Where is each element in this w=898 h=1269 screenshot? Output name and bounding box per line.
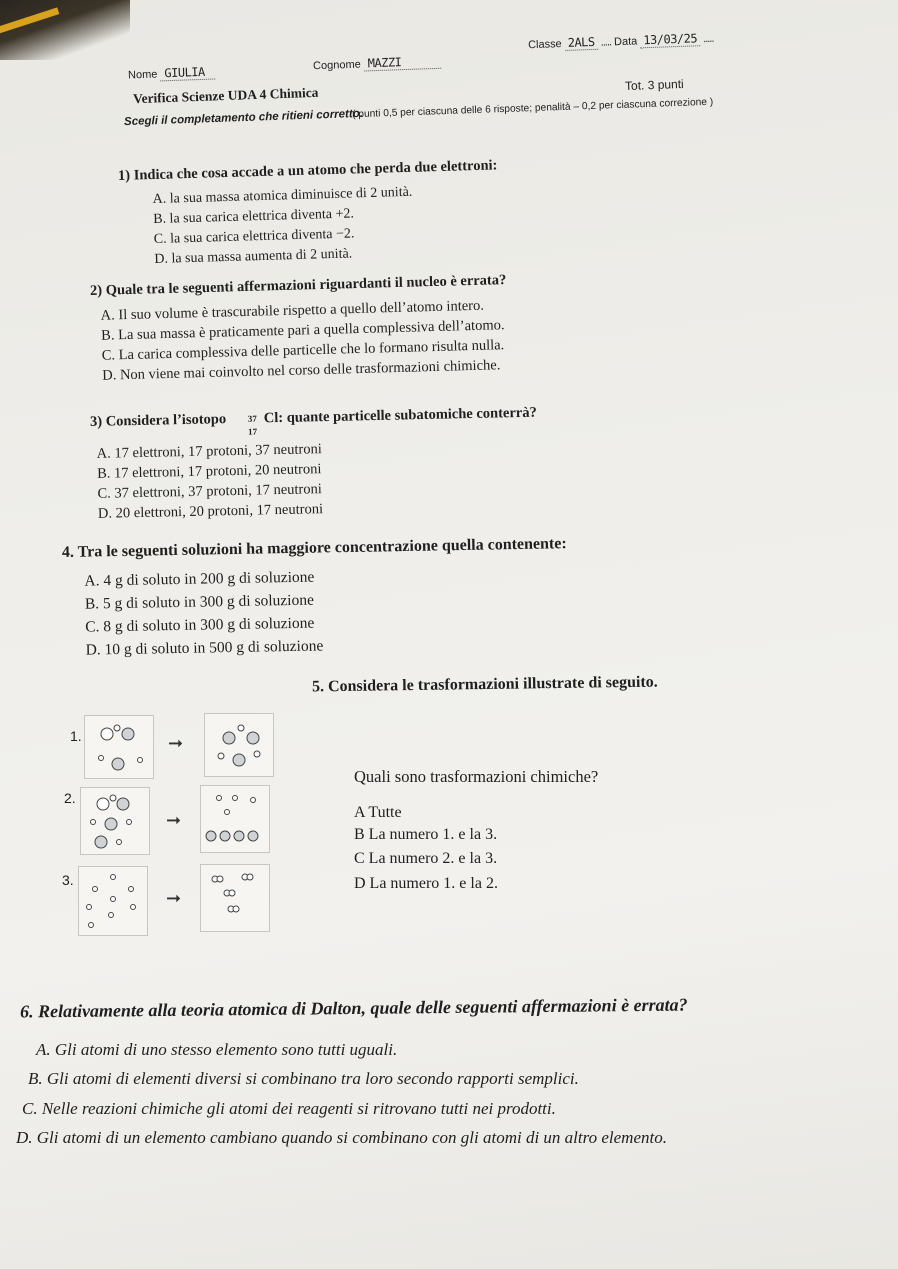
question-2-text: 2) Quale tra le seguenti affermazioni riguardanti il nucleo è errata? <box>89 272 507 299</box>
question-3-option-b[interactable]: B. 17 elettroni, 17 protoni, 20 neutroni <box>96 461 322 482</box>
molecule-atom <box>91 820 96 825</box>
molecule-atom <box>225 810 230 815</box>
question-1-option-b[interactable]: B. la sua carica elettrica diventa +2. <box>153 206 355 228</box>
molecule-atom <box>97 798 109 810</box>
molecule-atom <box>117 798 129 810</box>
molecule-atom <box>218 753 224 759</box>
question-1-text: 1) Indica che cosa accade a un atomo che perda due elettroni: <box>117 157 498 184</box>
nome-value: GIULIA <box>160 64 215 81</box>
molecules-diagram <box>85 716 153 778</box>
question-4-option-c[interactable]: C. 8 g di soluto in 300 g di soluzione <box>85 614 315 636</box>
molecule-atom <box>122 728 134 740</box>
molecule-atom <box>233 906 239 912</box>
instructions: Scegli il completamento che ritieni corretto. <box>123 107 364 129</box>
molecules-diagram <box>205 714 273 776</box>
question-4-option-a[interactable]: A. 4 g di soluto in 200 g di soluzione <box>84 568 315 590</box>
transformation-1-arrow: ➞ <box>168 733 184 754</box>
molecule-atom <box>129 887 134 892</box>
molecule-atom <box>127 820 132 825</box>
isotope-symbol: Cl <box>263 410 279 427</box>
molecule-atom <box>109 913 114 918</box>
question-5-option-c[interactable]: C La numero 2. e la 3. <box>354 850 498 867</box>
question-4-option-d[interactable]: D. 10 g di soluto in 500 g di soluzione <box>85 637 324 659</box>
transformation-1-after <box>204 713 274 777</box>
question-5-option-b[interactable]: B La numero 1. e la 3. <box>354 826 498 843</box>
transformation-1-before <box>84 715 154 779</box>
molecule-atom <box>233 754 245 766</box>
question-6-option-c[interactable]: C. Nelle reazioni chimiche gli atomi dei reagenti si ritrovano tutti nei prodotti. <box>22 1099 556 1118</box>
molecule-atom <box>247 732 259 744</box>
isotope-mass-number: 37 <box>247 413 257 424</box>
molecule-atom <box>233 796 238 801</box>
molecule-atom <box>87 905 92 910</box>
test-title: Verifica Scienze UDA 4 Chimica <box>132 84 319 107</box>
molecule-atom <box>89 923 94 928</box>
molecule-atom <box>234 831 244 841</box>
classe-value: 2ALS <box>564 35 597 51</box>
question-5-subquestion: Quali sono trasformazioni chimiche? <box>354 767 599 786</box>
question-1-option-a[interactable]: A. la sua massa atomica diminuisce di 2 unità. <box>152 184 413 208</box>
molecule-atom <box>111 897 116 902</box>
molecule-atom <box>238 725 244 731</box>
transformation-3-after <box>200 864 270 932</box>
transformation-3-arrow: ➞ <box>166 888 182 909</box>
transformation-3-before <box>78 866 148 936</box>
molecules-diagram <box>81 788 149 854</box>
question-3-text-after: : quante particelle subatomiche conterrà? <box>278 404 537 427</box>
question-5-option-d[interactable]: D La numero 1. e la 2. <box>354 875 498 892</box>
question-3-text <box>89 404 537 437</box>
molecule-atom <box>101 728 113 740</box>
question-3-option-a[interactable]: A. 17 elettroni, 17 protoni, 37 neutroni <box>96 441 322 462</box>
molecule-atom <box>223 732 235 744</box>
molecule-atom <box>254 751 260 757</box>
question-2-option-d[interactable]: D. Non viene mai coinvolto nel corso delle trasformazioni chimiche. <box>102 357 501 384</box>
molecules-diagram <box>79 867 147 935</box>
molecule-atom <box>117 840 122 845</box>
molecule-atom <box>112 758 124 770</box>
nome-label: Nome <box>127 68 158 82</box>
molecule-atom <box>217 796 222 801</box>
cognome-field <box>313 54 442 72</box>
question-3-option-d[interactable]: D. 20 elettroni, 20 protoni, 17 neutroni <box>97 501 324 522</box>
question-4-option-b[interactable]: B. 5 g di soluto in 300 g di soluzione <box>84 591 315 613</box>
transformation-2-arrow: ➞ <box>166 810 182 831</box>
molecule-atom <box>95 836 107 848</box>
molecule-atom <box>206 831 216 841</box>
question-2-option-b[interactable]: B. La sua massa è praticamente pari a quella complessiva dell’atomo. <box>100 317 505 344</box>
molecule-atom <box>99 756 104 761</box>
question-3-option-c[interactable]: C. 37 elettroni, 37 protoni, 17 neutroni <box>97 481 322 502</box>
transformation-2-before <box>80 787 150 855</box>
molecule-atom <box>229 890 235 896</box>
question-6-option-d[interactable]: D. Gli atomi di un elemento cambiano quando si combinano con gli atomi di un altro elemento. <box>16 1128 667 1147</box>
transformation-2-after <box>200 785 270 853</box>
molecule-atom <box>138 758 143 763</box>
transformation-1-label: 1. <box>70 728 82 744</box>
molecule-atom <box>220 831 230 841</box>
molecule-atom <box>93 887 98 892</box>
question-5-option-a[interactable]: A Tutte <box>354 804 402 821</box>
molecule-atom <box>247 874 253 880</box>
question-5-text: 5. Considera le trasformazioni illustrate di seguito. <box>311 673 658 696</box>
molecule-atom <box>131 905 136 910</box>
desk-corner <box>0 0 130 60</box>
cognome-value: MAZZI <box>364 54 442 72</box>
nome-field <box>128 64 215 81</box>
question-1-option-d[interactable]: D. la sua massa aumenta di 2 unità. <box>154 246 353 268</box>
molecules-diagram <box>201 786 269 852</box>
transformation-2-label: 2. <box>64 790 76 806</box>
question-6-option-a[interactable]: A. Gli atomi di uno stesso elemento sono tutti uguali. <box>36 1040 398 1059</box>
molecule-atom <box>248 831 258 841</box>
transformation-3-label: 3. <box>62 872 74 888</box>
question-6-text: 6. Relativamente alla teoria atomica di Dalton, quale delle seguenti affermazioni è errata? <box>19 994 688 1022</box>
question-6-option-b[interactable]: B. Gli atomi di elementi diversi si combinano tra loro secondo rapporti semplici. <box>28 1069 579 1088</box>
classe-field: Classe 2ALS ..... Data 13/03/25 ..... <box>527 31 714 52</box>
data-value: 13/03/25 <box>640 31 700 48</box>
data-label: Data <box>613 35 638 49</box>
question-3-text-before: 3) Considera l’isotopo <box>89 411 227 430</box>
molecule-atom <box>105 818 117 830</box>
molecule-atom <box>111 875 116 880</box>
question-2-option-a[interactable]: A. Il suo volume è trascurabile rispetto a quello dell’atomo intero. <box>100 297 485 324</box>
molecules-diagram <box>201 865 269 931</box>
scoring-note: ( punti 0,5 per ciascuna delle 6 risposte; penalità – 0,2 per ciascuna correzione ) <box>351 96 714 121</box>
isotope-atomic-number: 17 <box>247 426 258 437</box>
question-4-text: 4. Tra le seguenti soluzioni ha maggiore concentrazione quella contenente: <box>61 535 567 561</box>
question-1-option-c[interactable]: C. la sua carica elettrica diventa −2. <box>153 226 355 248</box>
cognome-label: Cognome <box>312 58 361 73</box>
molecule-atom <box>114 725 120 731</box>
question-2-option-c[interactable]: C. La carica complessiva delle particelle che lo formano risulta nulla. <box>101 337 505 364</box>
classe-label: Classe <box>527 38 562 52</box>
molecule-atom <box>251 798 256 803</box>
molecule-atom <box>217 876 223 882</box>
molecule-atom <box>110 795 116 801</box>
total-points: Tot. 3 punti <box>624 76 684 94</box>
